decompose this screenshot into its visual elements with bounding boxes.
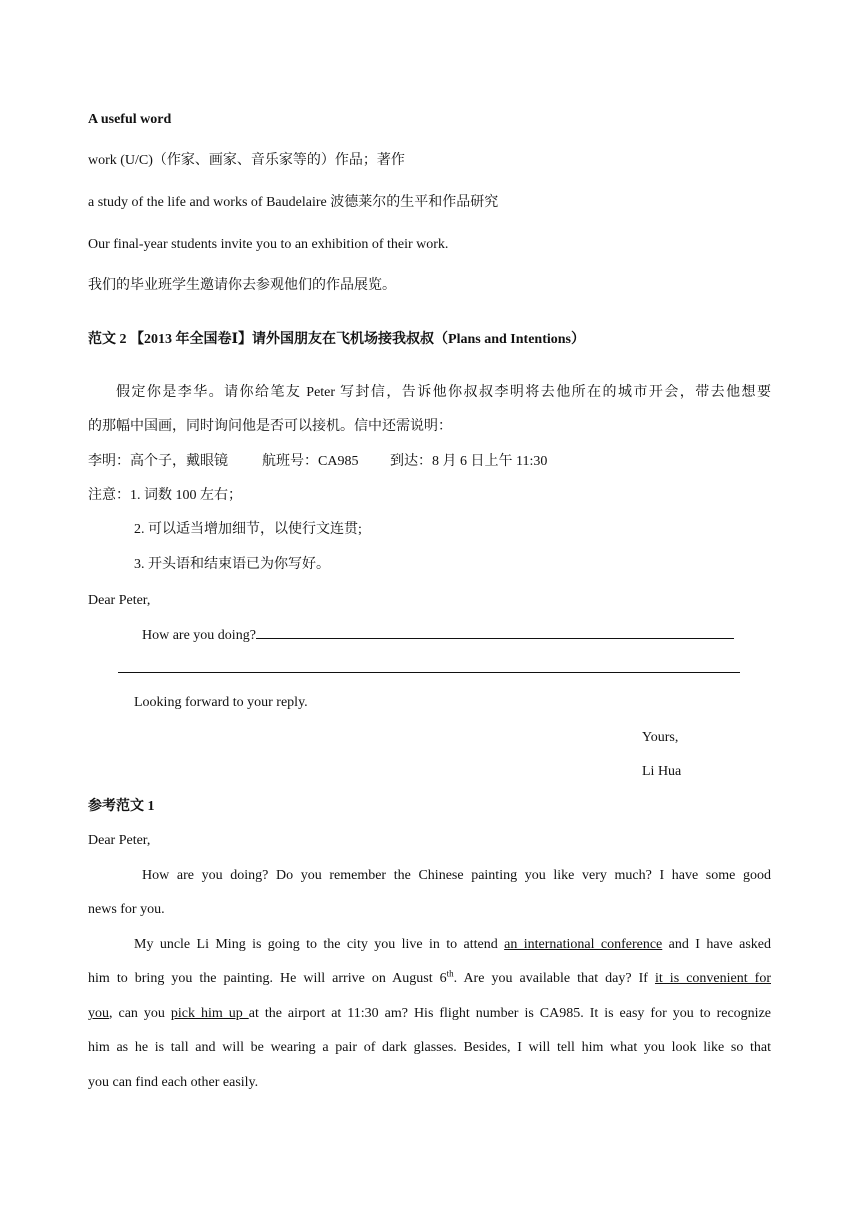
example-sentence-2-cn: 我们的毕业班学生邀请你去参观他们的作品展览。 [88,278,396,293]
phrase-international-conference: an international conference [504,937,663,952]
sample-heading: 参考范文 1 [88,799,155,814]
task-info-person: 李明：高个子，戴眼镜 [88,454,228,469]
sample-p2-line-3-a: , can you [109,1006,171,1021]
template-opening-row [142,625,734,645]
phrase-you: you [88,1006,109,1021]
task-prompt-line-1: 假定你是李华。请你给笔友 Peter 写封信，告诉他你叔叔李明将去他所在的城市开会，带去他想要 [116,385,771,400]
answer-blank-2 [118,659,740,673]
example-sentence-2-en: Our final-year students invite you to an exhibition of their work. [88,237,449,252]
task-info-arrival: 到达：8 月 6 日上午 11:30 [390,454,548,469]
template-signature: Li Hua [642,764,682,779]
useful-word-heading: A useful word [88,112,172,127]
sample-p2-line-2 [88,970,771,988]
word-definition: work (U/C)（作家、画家、音乐家等的）作品；著作 [88,153,405,168]
sample-p2-line-1-a: My uncle Li Ming is going to the city you live in to attend [134,937,505,952]
task-title: 范文 2 【2013 年全国卷Ⅰ】请外国朋友在飞机场接我叔叔（Plans and Intentions） [88,332,585,347]
sample-p2-line-4: him as he is tall and will be wearing a pair of dark glasses. Besides, I will tell him what you look like so that [88,1040,771,1055]
template-opening: How are you doing? [142,628,256,643]
task-note-3: 3. 开头语和结束语已为你写好。 [134,557,330,572]
sample-salutation: Dear Peter, [88,833,151,848]
sample-p2-line-3-b: at the airport at 11:30 am? His flight number is CA985. It is easy for you to recognize [248,1006,771,1021]
sample-p2-line-2-b: . Are you available that day? If [453,971,655,986]
task-prompt-line-2: 的那幅中国画，同时询问他是否可以接机。信中还需说明： [88,419,452,434]
sample-p2-line-1 [134,936,771,954]
template-signoff: Yours, [642,730,679,745]
task-info-flight: 航班号：CA985 [262,454,359,469]
task-note-1: 注意：1. 词数 100 左右； [88,488,242,503]
sample-p2-line-1-b: and I have asked [662,937,772,952]
phrase-pick-him-up: pick him up [170,1006,249,1021]
answer-blank-1 [256,625,734,639]
ordinal-suffix: th [446,968,454,979]
phrase-convenient-for: it is convenient for [654,971,771,986]
sample-p1-line-2: news for you. [88,902,165,917]
template-closing: Looking forward to your reply. [134,695,308,710]
sample-p2-line-3 [88,1005,771,1023]
sample-p1-line-1: How are you doing? Do you remember the Chinese painting you like very much? I have some good [142,868,771,883]
task-note-2: 2. 可以适当增加细节，以使行文连贯; [134,522,362,537]
answer-row-2 [118,659,740,679]
example-sentence-1: a study of the life and works of Baudelaire 波德莱尔的生平和作品研究 [88,195,499,210]
sample-p2-line-5: you can find each other easily. [88,1075,259,1090]
template-salutation: Dear Peter, [88,593,151,608]
sample-p2-line-2-a: him to bring you the painting. He will arrive on August 6 [88,971,447,986]
